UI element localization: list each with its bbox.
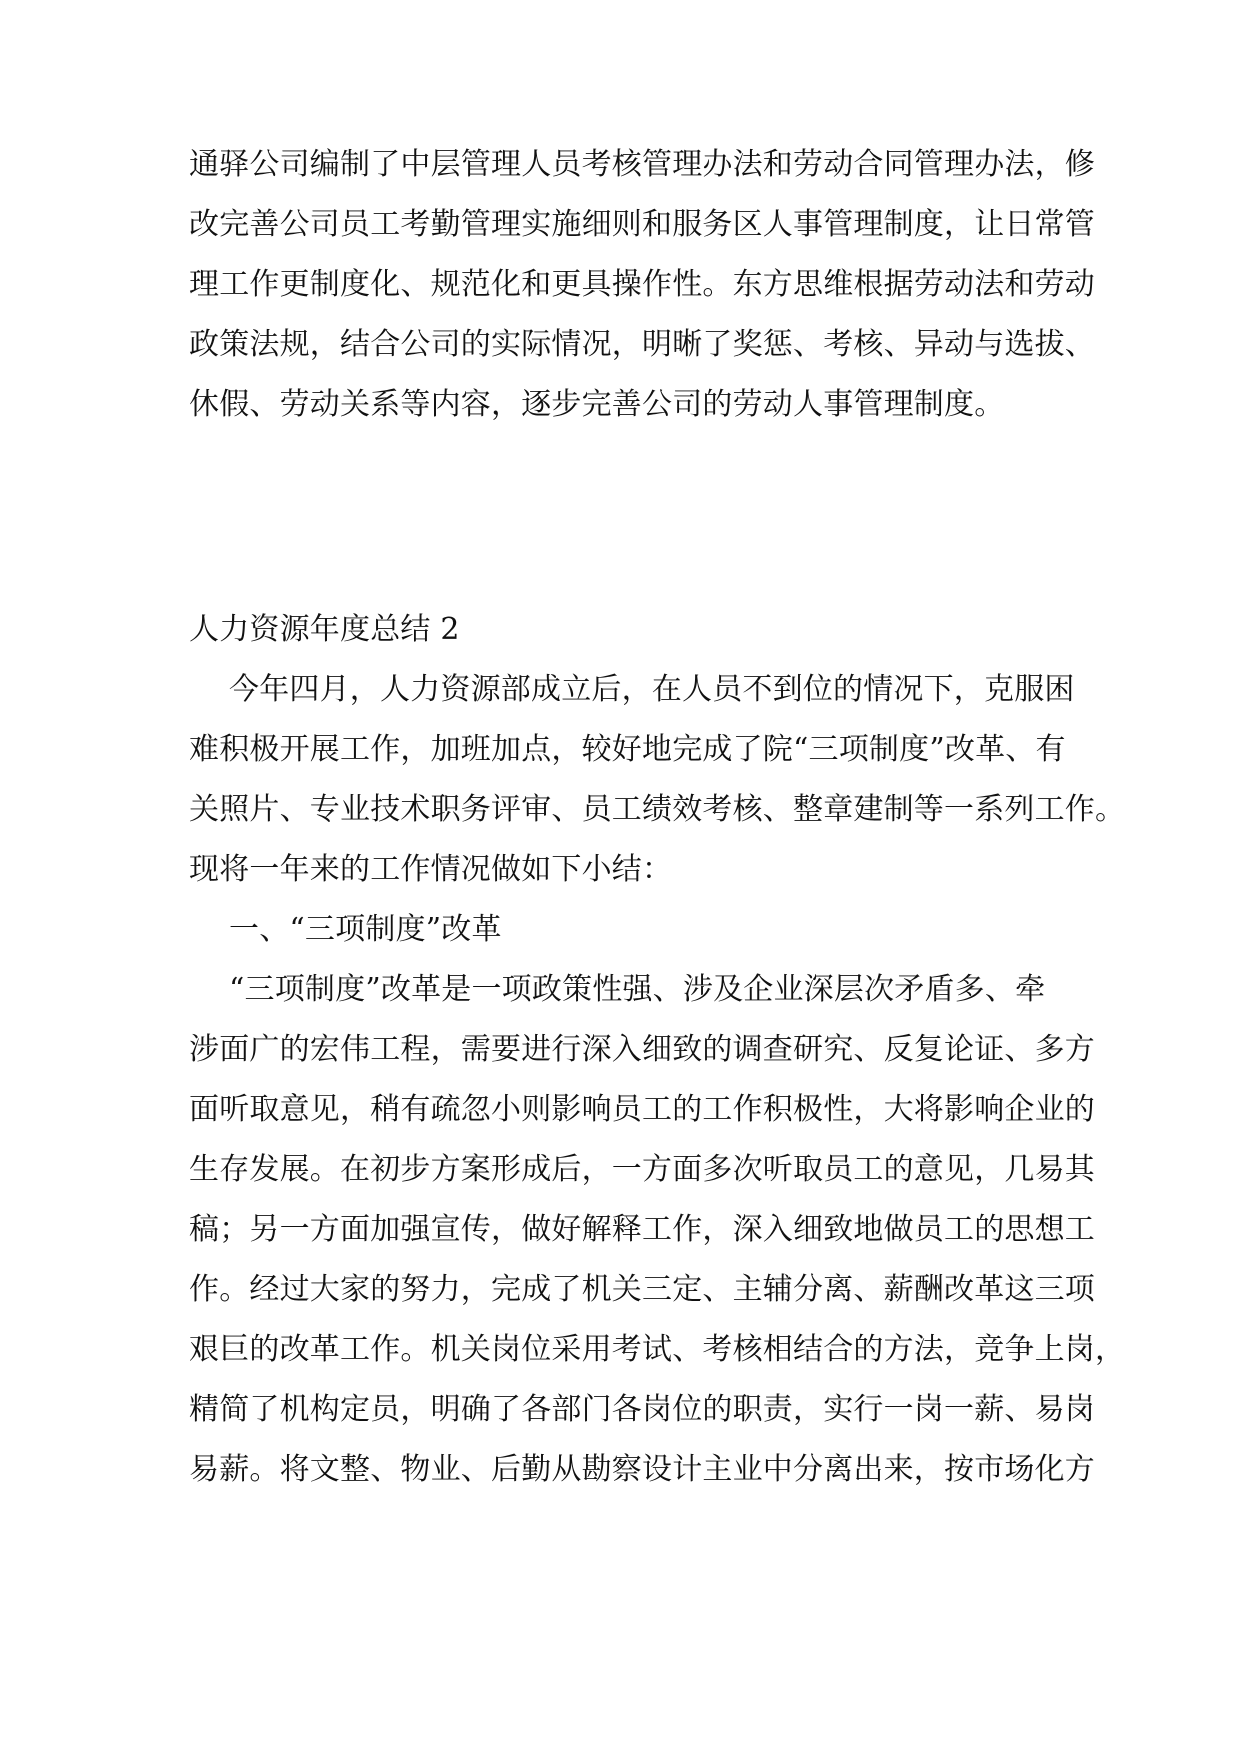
section-heading: 一、“三项制度”改革 xyxy=(229,912,502,947)
paragraph-line: 艰巨的改革工作。机关岗位采用考试、考核相结合的方法，竞争上岗， xyxy=(189,1332,1126,1367)
paragraph-line: 休假、劳动关系等内容，逐步完善公司的劳动人事管理制度。 xyxy=(189,387,1005,422)
paragraph-line: “三项制度”改革是一项政策性强、涉及企业深层次矛盾多、牵 xyxy=(229,972,1046,1007)
paragraph-line: 生存发展。在初步方案形成后，一方面多次听取员工的意见，几易其 xyxy=(189,1152,1095,1187)
paragraph-line: 关照片、专业技术职务评审、员工绩效考核、整章建制等一系列工作。 xyxy=(189,792,1126,827)
paragraph-line: 涉面广的宏伟工程，需要进行深入细致的调查研究、反复论证、多方 xyxy=(189,1032,1095,1067)
paragraph-line: 面听取意见，稍有疏忽小则影响员工的工作积极性，大将影响企业的 xyxy=(189,1092,1095,1127)
paragraph-line: 难积极开展工作，加班加点，较好地完成了院“三项制度”改革、有 xyxy=(189,732,1066,767)
paragraph-line: 作。经过大家的努力，完成了机关三定、主辅分离、薪酬改革这三项 xyxy=(189,1272,1095,1307)
section-title: 人力资源年度总结 2 xyxy=(189,612,460,647)
paragraph-line: 理工作更制度化、规范化和更具操作性。东方思维根据劳动法和劳动 xyxy=(189,267,1095,302)
paragraph-line: 现将一年来的工作情况做如下小结： xyxy=(189,852,673,887)
paragraph-line: 易薪。将文整、物业、后勤从勘察设计主业中分离出来，按市场化方 xyxy=(189,1452,1095,1487)
paragraph-line: 今年四月，人力资源部成立后，在人员不到位的情况下，克服困 xyxy=(229,672,1075,707)
paragraph-line: 通驿公司编制了中层管理人员考核管理办法和劳动合同管理办法，修 xyxy=(189,147,1095,182)
paragraph-line: 精简了机构定员，明确了各部门各岗位的职责，实行一岗一薪、易岗 xyxy=(189,1392,1095,1427)
paragraph-line: 政策法规，结合公司的实际情况，明晰了奖惩、考核、异动与选拔、 xyxy=(189,327,1095,362)
paragraph-line: 改完善公司员工考勤管理实施细则和服务区人事管理制度，让日常管 xyxy=(189,207,1095,242)
paragraph-line: 稿；另一方面加强宣传，做好解释工作，深入细致地做员工的思想工 xyxy=(189,1212,1095,1247)
